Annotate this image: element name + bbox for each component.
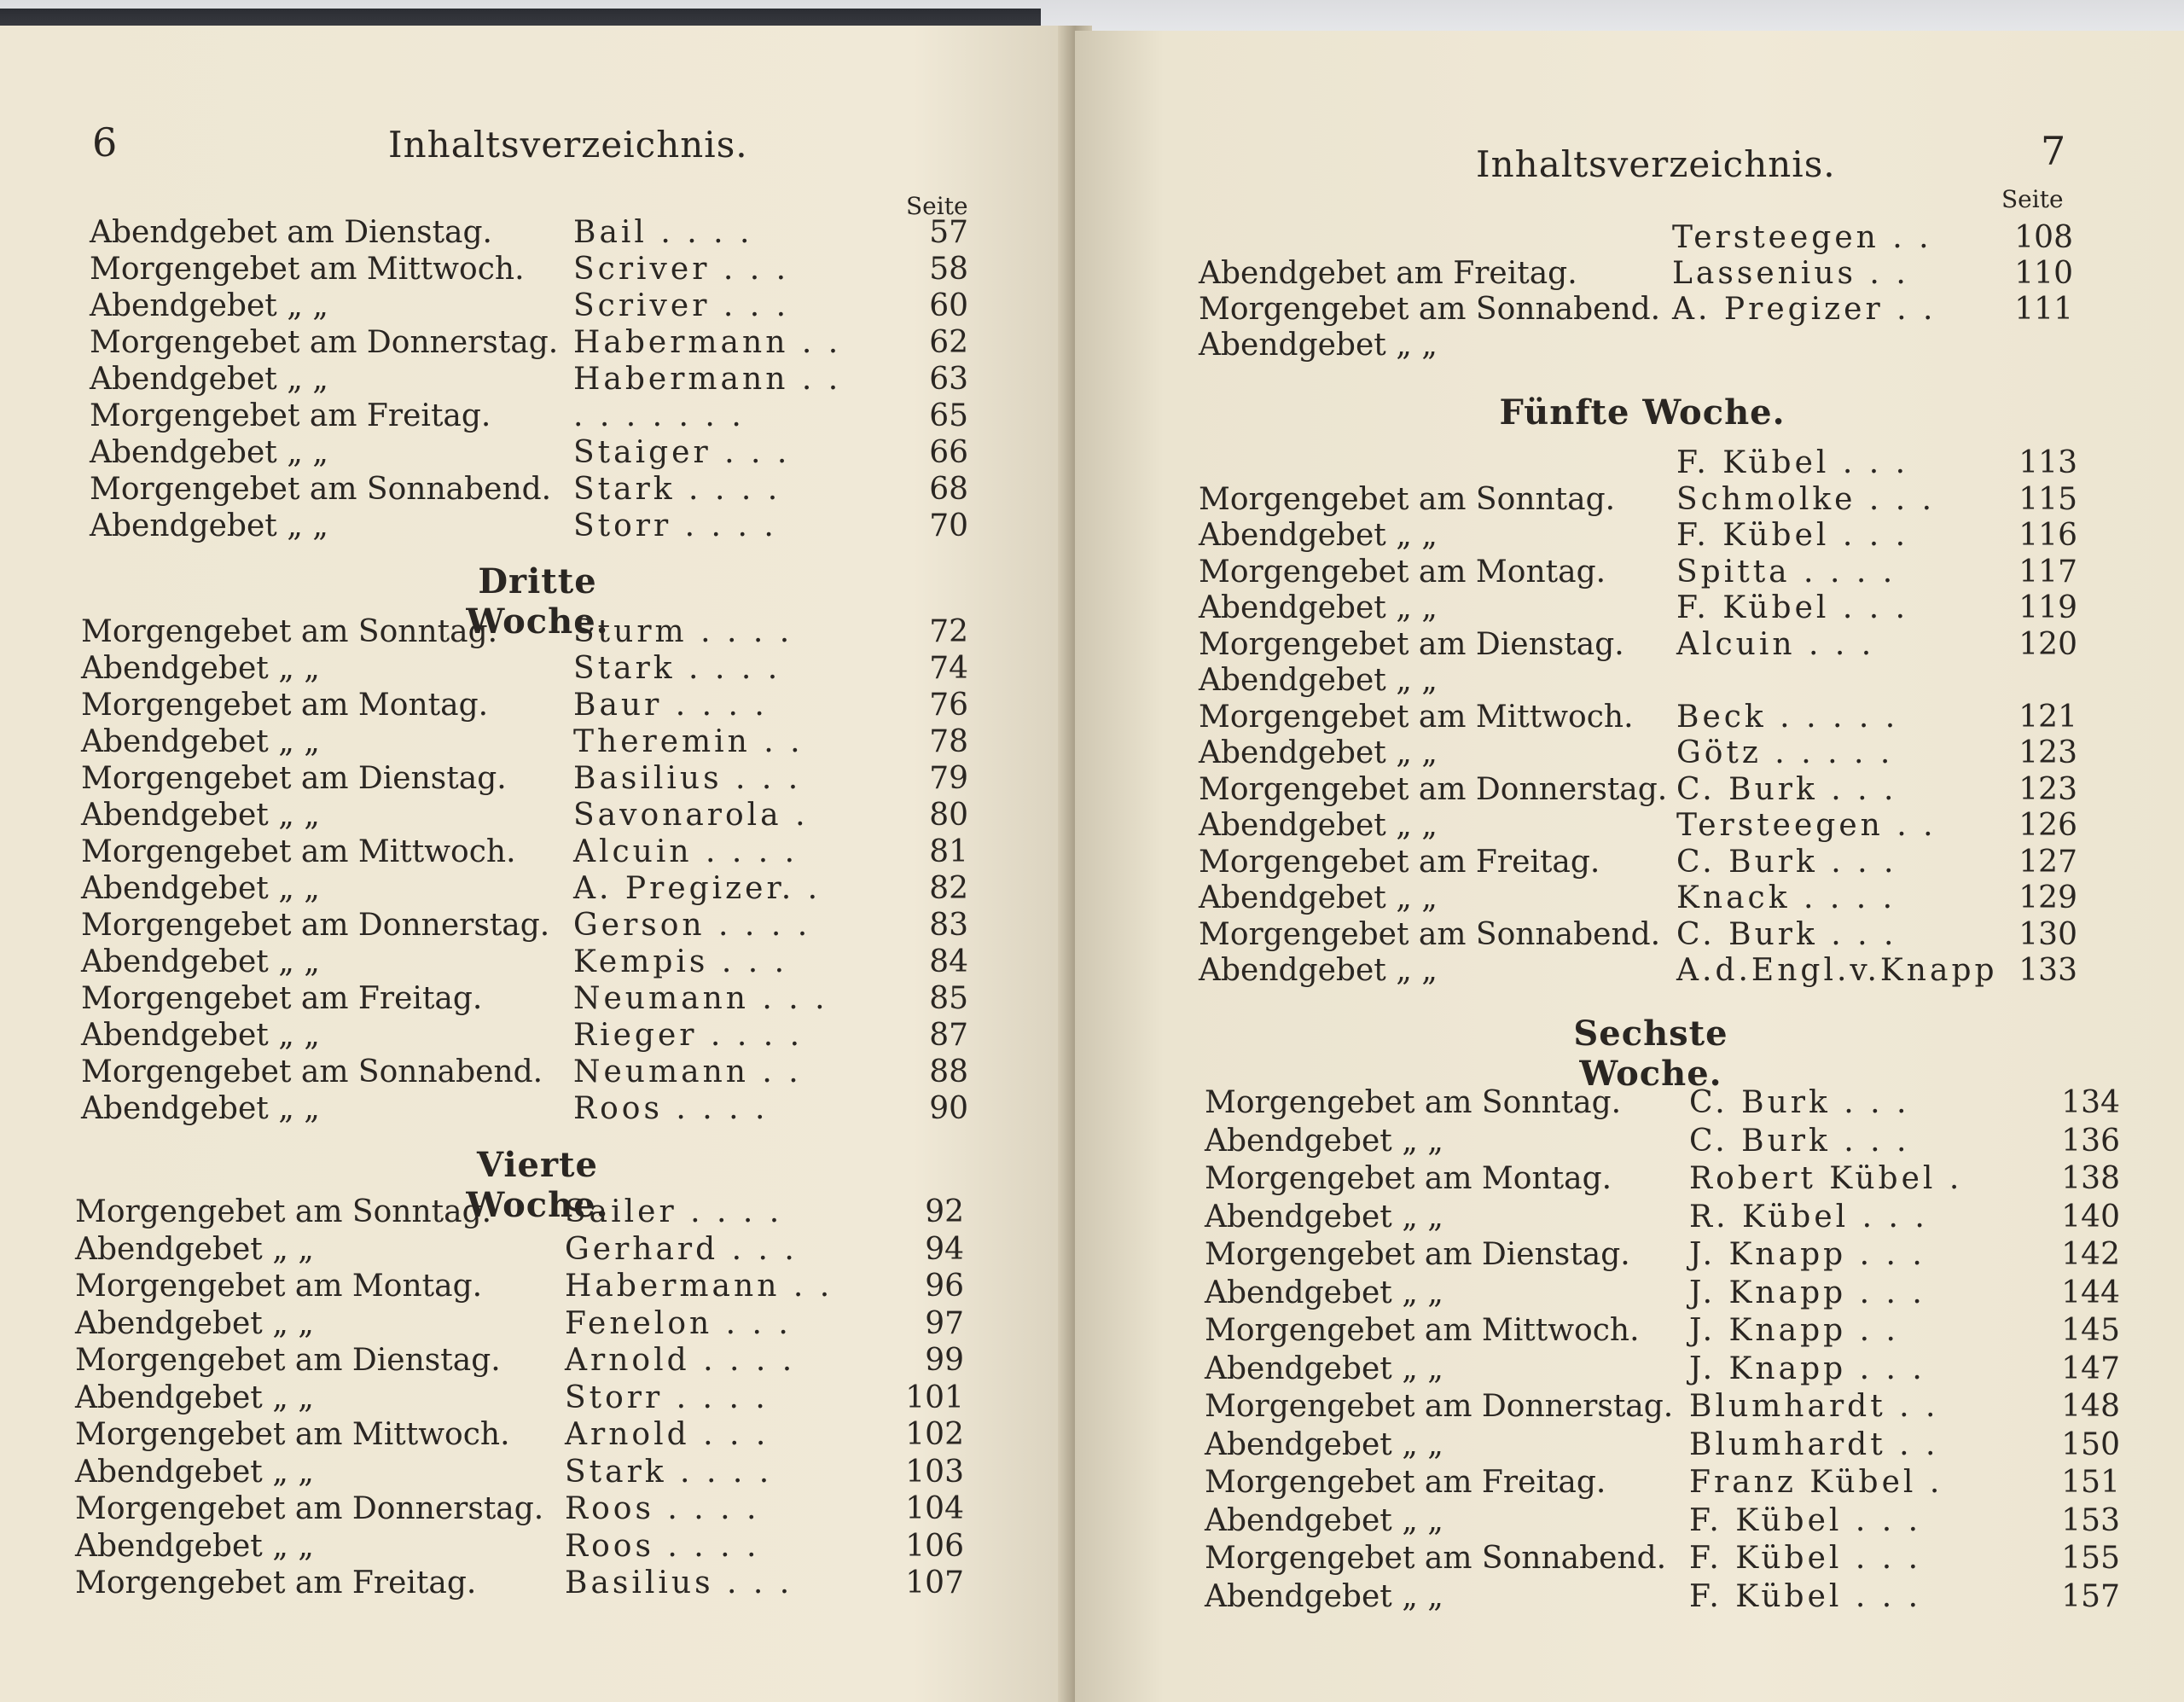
page-number: 97	[925, 1305, 964, 1341]
page-number: 147	[2061, 1351, 2120, 1386]
author-name: Fenelon . . .	[565, 1305, 792, 1341]
prayer-title: Morgengebet am Sonntag.	[1199, 481, 1616, 517]
author-name: Alcuin . . .	[1676, 626, 1875, 662]
prayer-title: Abendgebet „ „	[1199, 518, 1438, 553]
author-name: Neumann . .	[573, 1054, 802, 1089]
author-name: Gerhard . . .	[565, 1231, 798, 1267]
author-name: Theremin . .	[573, 724, 804, 759]
author-name: Stark . . . .	[565, 1454, 773, 1490]
page-number: 150	[2061, 1426, 2120, 1462]
prayer-title: Abendgebet am Freitag.	[1199, 256, 1577, 291]
page-number: 144	[2061, 1275, 2120, 1310]
author-name: A. Pregizer. .	[573, 871, 822, 906]
toc-entry	[0, 1427, 2184, 1465]
author-name: F. Kübel . . .	[1689, 1541, 1922, 1576]
toc-entry	[0, 772, 2184, 810]
prayer-title: Morgengebet am Sonntag.	[1205, 1085, 1622, 1120]
author-name: Storr . . . .	[565, 1380, 769, 1415]
prayer-title: Morgengebet am Donnerstag.	[1205, 1389, 1674, 1424]
author-name: Basilius . . .	[573, 761, 802, 796]
toc-entry	[0, 1465, 2184, 1502]
page-number: 116	[2018, 518, 2077, 553]
prayer-title: Abendgebet „ „	[81, 1091, 320, 1126]
prayer-title: Morgengebet am Montag.	[1205, 1161, 1612, 1196]
toc-entry	[0, 700, 2184, 737]
page-number: 130	[2018, 916, 2077, 952]
page-number: 104	[905, 1491, 964, 1526]
toc-entry	[0, 398, 2184, 436]
page-number: 115	[2018, 481, 2077, 517]
section-heading-vierte-woche: Vierte Woche.	[466, 1145, 609, 1225]
author-name: Storr . . . .	[573, 508, 777, 543]
page-number: 58	[929, 252, 968, 287]
toc-entry	[0, 1313, 2184, 1351]
author-name: Arnold . . . .	[565, 1343, 796, 1378]
prayer-title: Abendgebet „ „	[1205, 1199, 1443, 1234]
right-page-header: Inhaltsverzeichnis.	[1476, 143, 1836, 185]
page-number: 153	[2061, 1502, 2120, 1538]
page-number: 57	[929, 215, 968, 250]
page-number: 108	[2014, 220, 2073, 255]
author-name: Staiger . . .	[573, 435, 791, 470]
page-number: 83	[929, 908, 968, 943]
page-number: 138	[2061, 1161, 2120, 1196]
prayer-title: Morgengebet am Dienstag.	[1205, 1237, 1630, 1272]
prayer-title: Abendgebet „ „	[81, 651, 320, 686]
page-number: 157	[2061, 1578, 2120, 1614]
author-name: Sturm . . . .	[573, 614, 793, 649]
toc-entry	[0, 1541, 2184, 1578]
page-number: 151	[2061, 1465, 2120, 1500]
toc-entry	[0, 328, 2184, 365]
prayer-title: Morgengebet am Freitag.	[81, 981, 483, 1016]
prayer-title: Abendgebet „ „	[1205, 1123, 1443, 1159]
prayer-title: Morgengebet am Donnerstag.	[90, 325, 559, 360]
author-name: Robert Kübel .	[1689, 1161, 1963, 1196]
prayer-title: Morgengebet am Donnerstag.	[1199, 771, 1668, 807]
author-name: Baur . . . .	[573, 688, 768, 723]
prayer-title: Morgengebet am Sonnabend.	[1205, 1541, 1667, 1576]
author-name: Kempis . . .	[573, 944, 788, 979]
left-seite-label: Seite	[906, 192, 968, 220]
prayer-title: Morgengebet am Mittwoch.	[1199, 699, 1634, 735]
section-heading-fuenfte-woche: Fünfte Woche.	[1499, 392, 1786, 433]
toc-entry	[0, 590, 2184, 628]
author-name: Rieger . . . .	[573, 1018, 804, 1053]
author-name: F. Kübel . . .	[1689, 1578, 1922, 1614]
page-number: 121	[2018, 699, 2077, 735]
author-name: C. Burk . . .	[1676, 771, 1897, 807]
prayer-title: Abendgebet „ „	[75, 1528, 314, 1564]
author-name: C. Burk . . .	[1676, 844, 1897, 880]
toc-entry	[0, 1579, 2184, 1617]
prayer-title: Abendgebet „ „	[90, 435, 328, 470]
page-number: 94	[925, 1231, 964, 1267]
toc-entry	[0, 917, 2184, 955]
page-number: 87	[929, 1018, 968, 1053]
author-name: C. Burk . . .	[1676, 916, 1897, 952]
page-number: 123	[2018, 735, 2077, 770]
prayer-title: Abendgebet „ „	[1199, 880, 1438, 915]
author-name: Schmolke . . .	[1676, 481, 1936, 517]
page-number: 136	[2061, 1123, 2120, 1159]
prayer-title: Abendgebet „ „	[1199, 953, 1438, 988]
toc-entry	[0, 256, 2184, 293]
prayer-title: Abendgebet „ „	[1205, 1426, 1443, 1462]
prayer-title: Abendgebet „ „	[75, 1454, 314, 1490]
page-number: 110	[2014, 256, 2073, 291]
page-number: 81	[929, 834, 968, 869]
prayer-title: Abendgebet „ „	[75, 1380, 314, 1415]
right-seite-label: Seite	[2001, 185, 2064, 213]
page-number: 78	[929, 724, 968, 759]
author-name: J. Knapp . . .	[1689, 1237, 1926, 1272]
page-number: 76	[929, 688, 968, 723]
page-number: 103	[905, 1454, 964, 1490]
prayer-title: Abendgebet „ „	[75, 1305, 314, 1341]
prayer-title: Abendgebet „ „	[1199, 808, 1438, 843]
prayer-title: Morgengebet am Sonntag.	[81, 614, 498, 649]
prayer-title: Morgengebet am Mittwoch.	[81, 834, 516, 869]
page-number: 129	[2018, 880, 2077, 915]
prayer-title: Morgengebet am Montag.	[75, 1269, 483, 1304]
prayer-title: Morgengebet am Sonnabend.	[1199, 916, 1661, 952]
author-name: Arnold . . .	[565, 1417, 770, 1452]
page-number: 133	[2018, 953, 2077, 988]
toc-entry	[0, 362, 2184, 399]
toc-entry	[0, 1237, 2184, 1275]
author-name: Götz . . . . .	[1676, 735, 1894, 770]
toc-entry	[0, 663, 2184, 700]
page-number: 72	[929, 614, 968, 649]
author-name: Habermann . .	[565, 1269, 834, 1304]
prayer-title: Morgengebet am Mittwoch.	[75, 1417, 510, 1452]
prayer-title: Morgengebet am Sonntag.	[75, 1194, 492, 1229]
prayer-title: Morgengebet am Sonnabend.	[1199, 292, 1661, 327]
page-number: 63	[929, 362, 968, 397]
author-name: Spitta . . . .	[1676, 554, 1896, 590]
page-number: 142	[2061, 1237, 2120, 1272]
page-number: 140	[2061, 1199, 2120, 1234]
author-name: Scriver . . .	[573, 288, 790, 323]
page-number: 90	[929, 1091, 968, 1126]
author-name: Habermann . .	[573, 325, 842, 360]
page-number: 123	[2018, 771, 2077, 807]
toc-entry	[0, 1275, 2184, 1313]
author-name: Knack . . . .	[1676, 880, 1896, 915]
page-number: 134	[2061, 1085, 2120, 1120]
author-name: Franz Kübel .	[1689, 1465, 1943, 1500]
page-number: 60	[929, 288, 968, 323]
toc-entry	[0, 1124, 2184, 1161]
prayer-title: Abendgebet „ „	[81, 871, 320, 906]
prayer-title: Abendgebet „ „	[1199, 663, 1438, 698]
prayer-title: Abendgebet „ „	[81, 798, 320, 833]
author-name: Stark . . . .	[573, 651, 781, 686]
author-name: Roos . . . .	[565, 1491, 760, 1526]
toc-entry	[0, 1200, 2184, 1237]
author-name: Habermann . .	[573, 362, 842, 397]
prayer-title: Morgengebet am Mittwoch.	[90, 252, 525, 287]
author-name: Alcuin . . . .	[573, 834, 799, 869]
author-name: Neumann . . .	[573, 981, 828, 1016]
toc-entry	[0, 445, 2184, 483]
page-number: 119	[2018, 590, 2077, 625]
author-name: F. Kübel . . .	[1689, 1502, 1922, 1538]
page-number: 92	[925, 1194, 964, 1229]
page-number: 99	[925, 1343, 964, 1378]
toc-entry	[0, 220, 2184, 258]
page-number: 74	[929, 651, 968, 686]
page-number: 70	[929, 508, 968, 543]
prayer-title: Morgengebet am Dienstag.	[75, 1343, 501, 1378]
author-name: . . . . . . .	[573, 398, 745, 433]
page-number: 79	[929, 761, 968, 796]
toc-entry	[0, 292, 2184, 329]
toc-entry	[0, 1085, 2184, 1123]
author-name: Sailer . . . .	[565, 1194, 783, 1229]
author-name: Roos . . . .	[565, 1528, 760, 1564]
toc-entry	[0, 555, 2184, 592]
section-heading-dritte-woche: Dritte Woche.	[466, 561, 609, 642]
prayer-title: Abendgebet „ „	[75, 1231, 314, 1267]
prayer-title: Morgengebet am Montag.	[1199, 554, 1606, 590]
page-number: 102	[905, 1417, 964, 1452]
author-name: A.d.Engl.v.Knapp	[1676, 953, 1998, 988]
toc-entry	[0, 627, 2184, 665]
toc-entry	[0, 482, 2184, 520]
author-name: Beck . . . . .	[1676, 699, 1899, 735]
author-name: J. Knapp . . .	[1689, 1275, 1926, 1310]
prayer-title: Morgengebet am Donnerstag.	[81, 908, 550, 943]
prayer-title: Morgengebet am Mittwoch.	[1205, 1313, 1640, 1348]
toc-entry	[0, 1018, 2184, 1055]
toc-entry	[0, 1161, 2184, 1199]
page-number: 82	[929, 871, 968, 906]
author-name: C. Burk . . .	[1689, 1085, 1910, 1120]
page-number: 155	[2061, 1541, 2120, 1576]
author-name: J. Knapp . . .	[1689, 1351, 1926, 1386]
prayer-title: Morgengebet am Freitag.	[90, 398, 491, 433]
toc-entry	[0, 1389, 2184, 1426]
author-name: Basilius . . .	[565, 1565, 793, 1600]
prayer-title: Morgengebet am Dienstag.	[81, 761, 507, 796]
page-number: 148	[2061, 1389, 2120, 1424]
page-number: 113	[2018, 445, 2077, 480]
toc-entry	[0, 1351, 2184, 1389]
prayer-title: Abendgebet „ „	[90, 508, 328, 543]
author-name: R. Kübel . . .	[1689, 1199, 1928, 1234]
prayer-title: Abendgebet „ „	[90, 288, 328, 323]
prayer-title: Abendgebet am Dienstag.	[90, 215, 492, 250]
prayer-title: Abendgebet „ „	[1199, 735, 1438, 770]
prayer-title: Morgengebet am Freitag.	[1205, 1465, 1606, 1500]
toc-entry	[0, 845, 2184, 882]
author-name: F. Kübel . . .	[1676, 445, 1909, 480]
author-name: Tersteegen . .	[1676, 808, 1937, 843]
page-number: 111	[2014, 292, 2073, 327]
author-name: Gerson . . . .	[573, 908, 811, 943]
author-name: Savonarola .	[573, 798, 809, 833]
prayer-title: Morgengebet am Dienstag.	[1199, 626, 1624, 662]
prayer-title: Abendgebet „ „	[1199, 328, 1438, 363]
page-number: 120	[2018, 626, 2077, 662]
right-page-number: 7	[2041, 128, 2066, 174]
section-heading-sechste-woche: Sechste Woche.	[1573, 1014, 1728, 1094]
left-page-header: Inhaltsverzeichnis.	[388, 124, 748, 166]
author-name: Blumhardt . .	[1689, 1389, 1939, 1424]
prayer-title: Abendgebet „ „	[1205, 1578, 1443, 1614]
author-name: Stark . . . .	[573, 472, 781, 507]
prayer-title: Morgengebet am Freitag.	[75, 1565, 477, 1600]
prayer-title: Abendgebet „ „	[81, 1018, 320, 1053]
author-name: A. Pregizer . .	[1672, 292, 1937, 327]
author-name: J. Knapp . .	[1689, 1313, 1899, 1348]
page-number: 101	[905, 1380, 964, 1415]
author-name: Roos . . . .	[573, 1091, 769, 1126]
page-number: 66	[929, 435, 968, 470]
page-number: 107	[905, 1565, 964, 1600]
page-number: 65	[929, 398, 968, 433]
toc-entry	[0, 880, 2184, 918]
page-number: 85	[929, 981, 968, 1016]
author-name: F. Kübel . . .	[1676, 518, 1909, 553]
author-name: Blumhardt . .	[1689, 1426, 1939, 1462]
prayer-title: Morgengebet am Sonnabend.	[81, 1054, 543, 1089]
toc-entry	[0, 1503, 2184, 1541]
page-number: 68	[929, 472, 968, 507]
prayer-title: Morgengebet am Donnerstag.	[75, 1491, 544, 1526]
prayer-title: Abendgebet „ „	[81, 944, 320, 979]
page-number: 126	[2018, 808, 2077, 843]
prayer-title: Morgengebet am Montag.	[81, 688, 489, 723]
author-name: Tersteegen . .	[1672, 220, 1932, 255]
prayer-title: Morgengebet am Freitag.	[1199, 844, 1600, 880]
page-number: 106	[905, 1528, 964, 1564]
page-number: 117	[2018, 554, 2077, 590]
prayer-title: Abendgebet „ „	[1205, 1502, 1443, 1538]
toc-entry	[0, 735, 2184, 773]
author-name: Scriver . . .	[573, 252, 790, 287]
page-number: 84	[929, 944, 968, 979]
page-number: 145	[2061, 1313, 2120, 1348]
prayer-title: Abendgebet „ „	[1205, 1275, 1443, 1310]
author-name: C. Burk . . .	[1689, 1123, 1910, 1159]
page-number: 62	[929, 325, 968, 360]
author-name: Bail . . . .	[573, 215, 753, 250]
page-number: 127	[2018, 844, 2077, 880]
toc-entry	[0, 518, 2184, 555]
prayer-title: Abendgebet „ „	[81, 724, 320, 759]
toc-entry	[0, 953, 2184, 990]
page-number: 80	[929, 798, 968, 833]
prayer-title: Morgengebet am Sonnabend.	[90, 472, 552, 507]
prayer-title: Abendgebet „ „	[1199, 590, 1438, 625]
prayer-title: Abendgebet „ „	[1205, 1351, 1443, 1386]
toc-entry	[0, 808, 2184, 845]
author-name: F. Kübel . . .	[1676, 590, 1909, 625]
page-number: 96	[925, 1269, 964, 1304]
author-name: Lassenius . .	[1672, 256, 1909, 291]
left-page-number: 6	[92, 119, 118, 166]
prayer-title: Abendgebet „ „	[90, 362, 328, 397]
page-number: 88	[929, 1054, 968, 1089]
